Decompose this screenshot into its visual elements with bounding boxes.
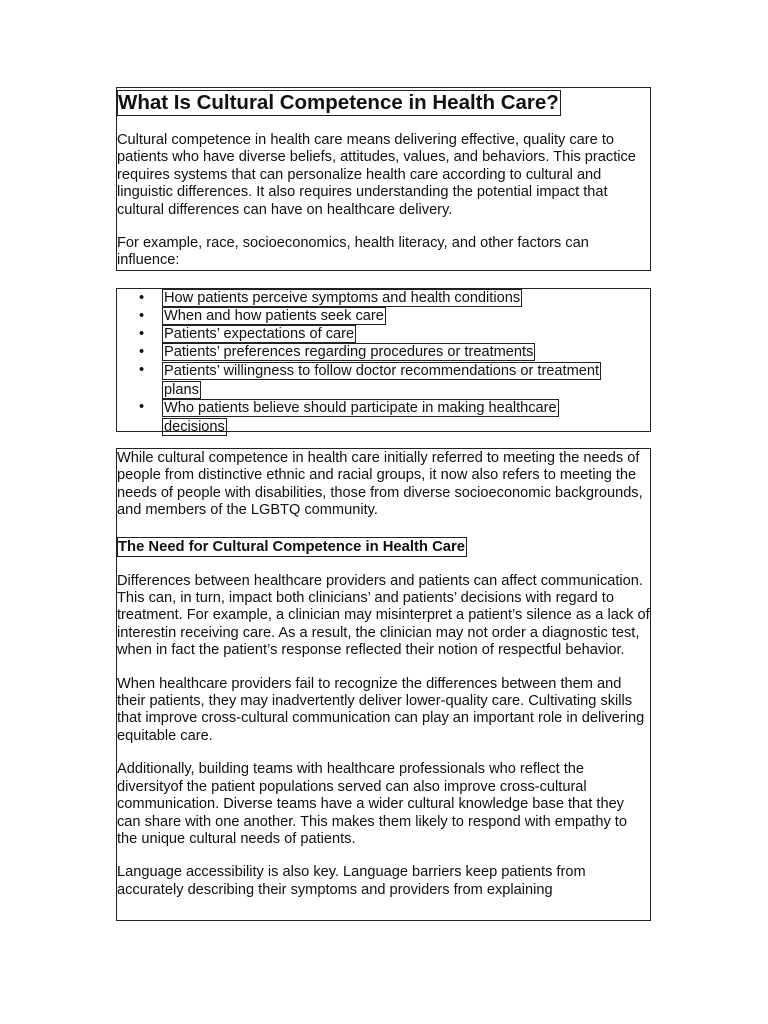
list-item (117, 362, 650, 400)
list-item-text (162, 399, 559, 437)
body-section (116, 448, 651, 921)
list-item-text: How patients perceive symptoms and health conditions (164, 290, 521, 306)
page-title: What Is Cultural Competence in Health Care? (118, 91, 559, 114)
diverse-teams-paragraph: Additionally, building teams with healthcare professionals who reflect the diversityof the patient populations served can also improve cross-cultural communication. Diverse teams have a wider cultural knowledge base that they can share with one another. This makes them likely to respond with empathy to the unique cultural needs of patients. (117, 761, 627, 847)
bullet-icon: • (139, 399, 145, 416)
intro-paragraph: Cultural competence in health care means delivering effective, quality care to patients who have diverse beliefs, attitudes, values, and behaviors. This practice requires systems that can personalize health care according to cultural and linguistic differences. It also requires understanding the potential impact that cultural differences can have on healthcare delivery. (117, 132, 636, 218)
list-item-text: Patients’ expectations of care (164, 325, 355, 342)
factors-list (117, 290, 650, 437)
list-item-text: Patients’ preferences regarding procedures or treatments (164, 343, 534, 360)
bullet-icon: • (139, 361, 145, 378)
bullet-icon: • (139, 290, 145, 306)
list-item-line: Who patients believe should participate in making healthcare (164, 400, 557, 417)
list-item-text: When and how patients seek care (164, 307, 384, 324)
list-item-line: Patients’ willingness to follow doctor recommendations or treatment (164, 362, 600, 379)
intro-section (116, 87, 651, 271)
bullet-icon: • (139, 325, 145, 342)
quality-care-paragraph: When healthcare providers fail to recognize the differences between them and their patients, they may inadvertently deliver lower-quality care. Cultivating skills that improve cross-cultural communication can play an important role in delivering equitable care. (117, 675, 645, 744)
communication-paragraph: Differences between healthcare providers and patients can affect communication. This can, in turn, impact both clinicians’ and patients’ decisions with regard to treatment. For example, a clinician may misinterpret a patient’s silence as a lack of interestin receiving care. As a result, the clinician may not order a diagnostic test, when in fact the patient’s response reflected their notion of respectful behavior. (117, 572, 650, 659)
bullet-icon: • (139, 307, 145, 324)
list-item (117, 308, 650, 326)
list-item (117, 344, 650, 362)
section-heading: The Need for Cultural Competence in Health Care (118, 538, 465, 555)
list-item (117, 326, 650, 344)
language-accessibility-paragraph: Language accessibility is also key. Language barriers keep patients from accurately describing their symptoms and providers from explaining (117, 864, 586, 898)
factors-list-section (116, 288, 651, 436)
list-item (117, 399, 650, 437)
list-item-text (162, 362, 601, 400)
list-item (117, 290, 650, 308)
list-item-line: decisions (164, 419, 225, 436)
bullet-icon: • (139, 343, 145, 360)
intro-example-paragraph: For example, race, socioeconomics, health literacy, and other factors can influence: (117, 235, 589, 269)
scope-paragraph: While cultural competence in health care initially referred to meeting the needs of people from distinctive ethnic and racial groups, it now also refers to meeting the needs of people with disabilities, those from diverse socioeconomic backgrounds, and members of the LGBTQ community. (117, 450, 643, 519)
list-item-line: plans (164, 381, 199, 398)
